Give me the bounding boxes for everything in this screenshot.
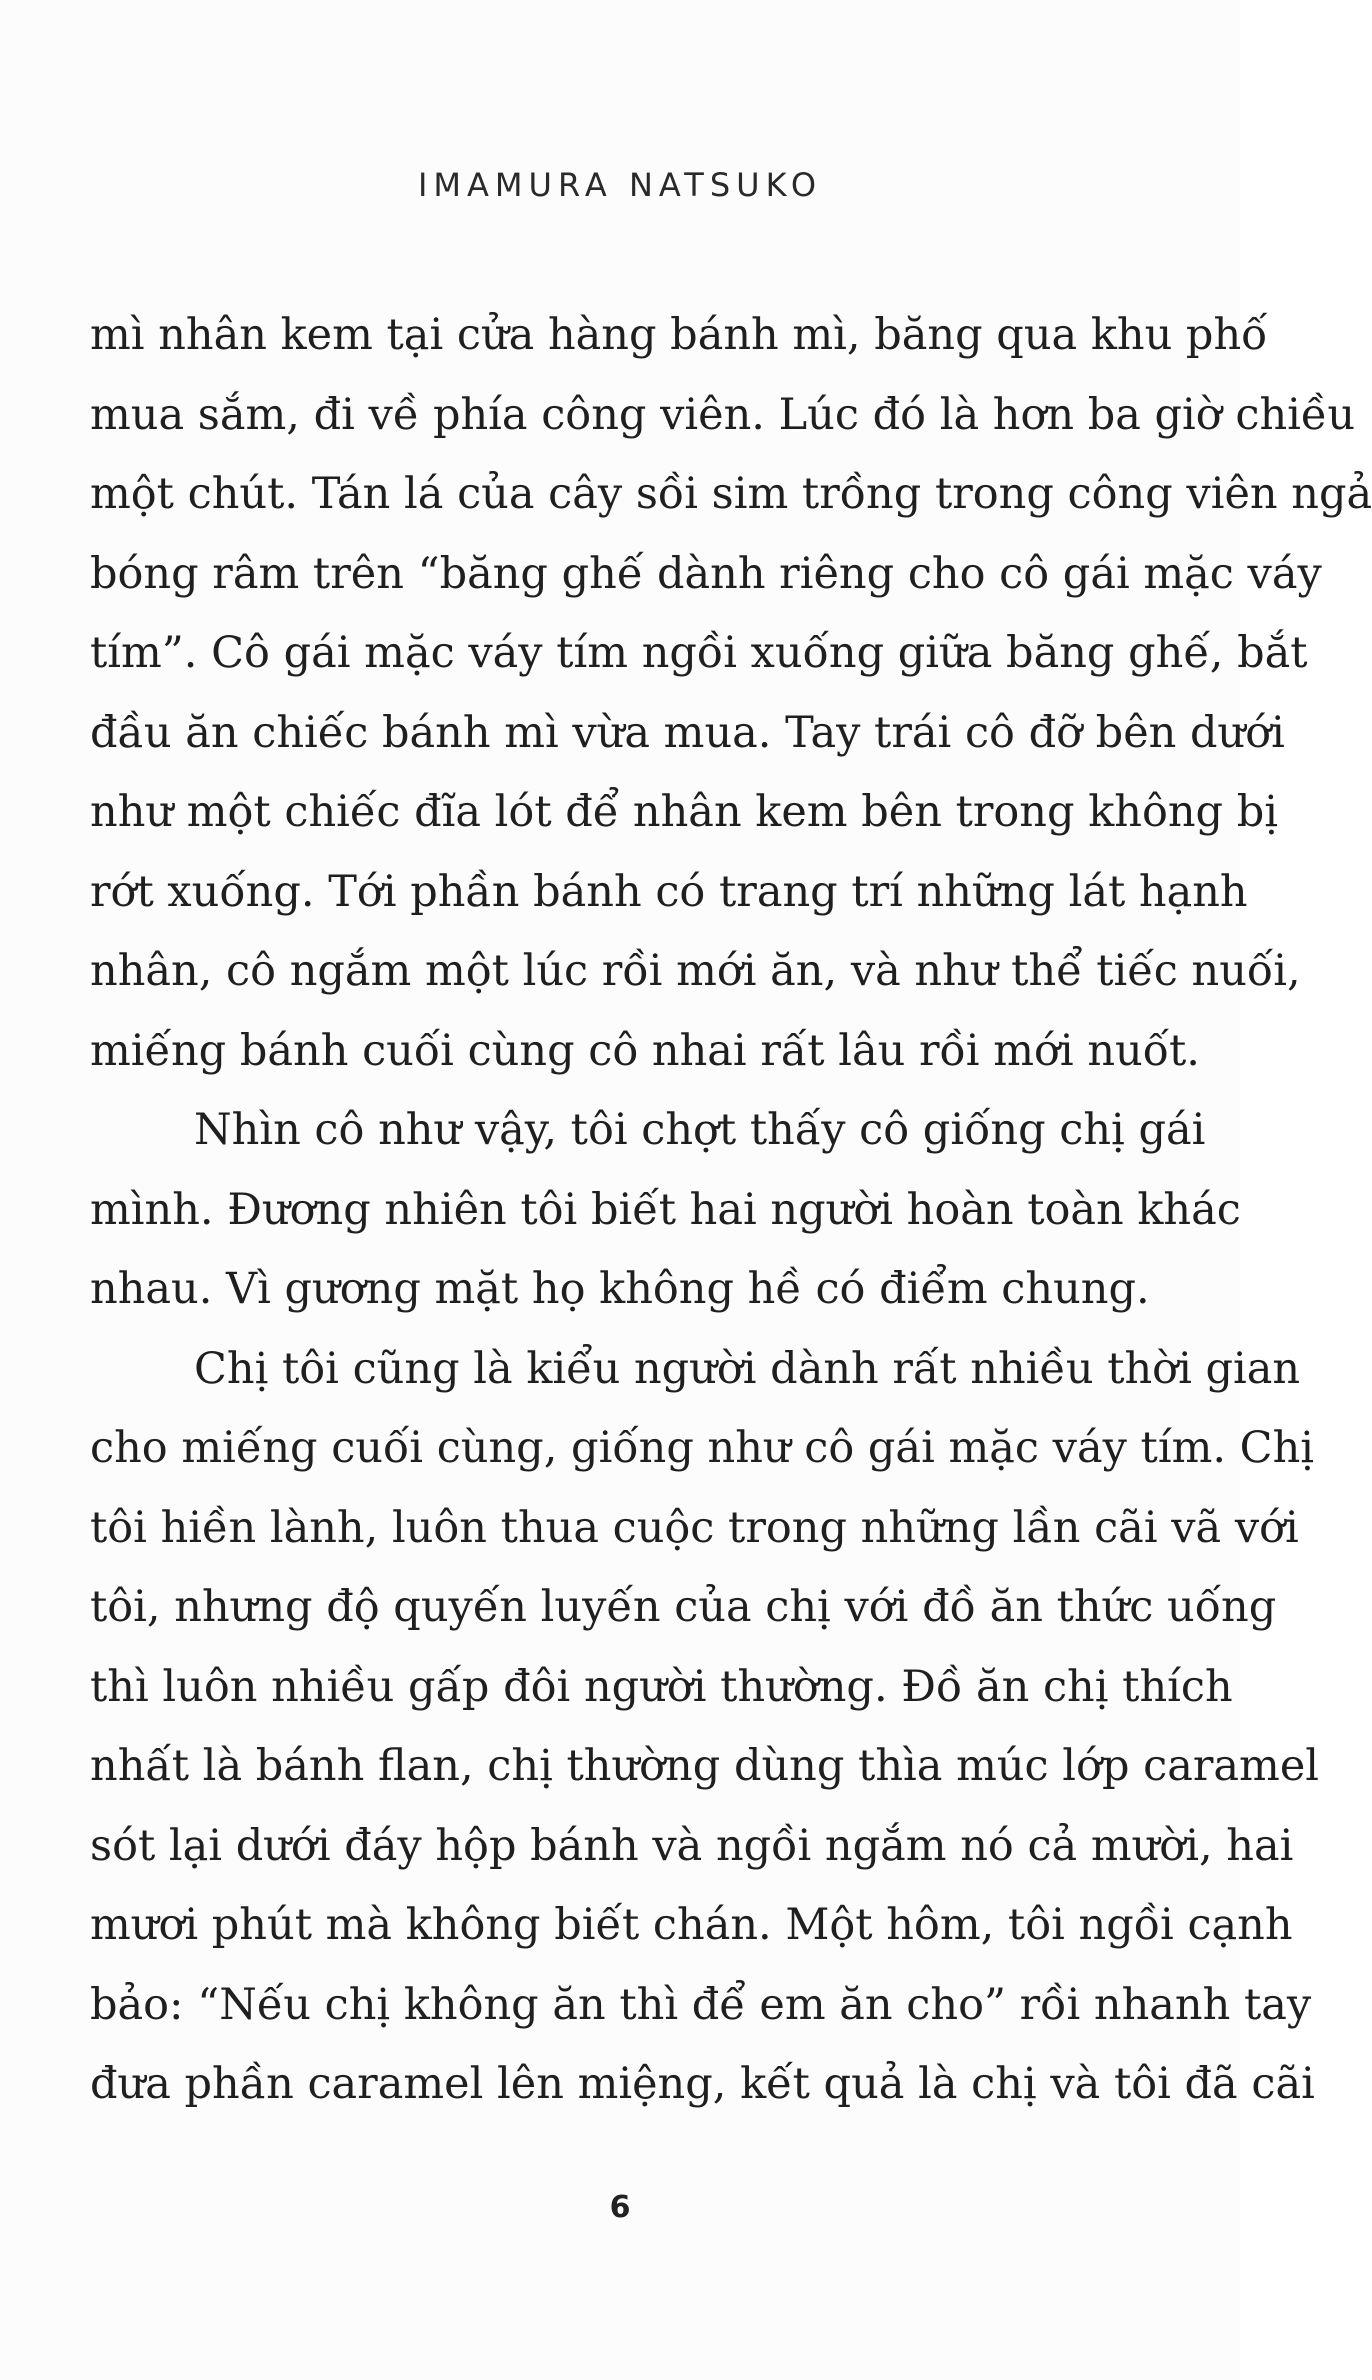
text-line: Nhìn cô như vậy, tôi chợt thấy cô giống chị gái: [194, 1105, 1206, 1155]
text-line: tím”. Cô gái mặc váy tím ngồi xuống giữa băng ghế, bắt: [90, 628, 1308, 678]
text-line: Chị tôi cũng là kiểu người dành rất nhiều thời gian: [194, 1343, 1301, 1394]
text-line: một chút. Tán lá của cây sồi sim trồng trong công viên ngả: [90, 469, 1372, 519]
text-line: mì nhân kem tại cửa hàng bánh mì, băng qua khu phố: [90, 310, 1268, 360]
text-line: rớt xuống. Tới phần bánh có trang trí những lát hạnh: [90, 866, 1248, 917]
text-line: miếng bánh cuối cùng cô nhai rất lâu rồi mới nuốt.: [90, 1025, 1200, 1076]
text-line: nhân, cô ngắm một lúc rồi mới ăn, và như thể tiếc nuối,: [90, 946, 1301, 996]
text-line: nhất là bánh flan, chị thường dùng thìa múc lớp caramel: [90, 1741, 1320, 1791]
text-line: sót lại dưới đáy hộp bánh và ngồi ngắm nó cả mười, hai: [90, 1820, 1294, 1871]
running-head: IMAMURA NATSUKO: [417, 166, 822, 204]
text-line: đầu ăn chiếc bánh mì vừa mua. Tay trái cô đỡ bên dưới: [90, 707, 1285, 758]
text-line: bảo: “Nếu chị không ăn thì để em ăn cho” rồi nhanh tay: [90, 1979, 1312, 2030]
text-line: mua sắm, đi về phía công viên. Lúc đó là hơn ba giờ chiều: [90, 389, 1356, 440]
text-line: như một chiếc đĩa lót để nhân kem bên trong không bị: [90, 787, 1279, 837]
text-line: tôi, nhưng độ quyến luyến của chị với đồ ăn thức uống: [90, 1582, 1277, 1632]
text-line: cho miếng cuối cùng, giống như cô gái mặc váy tím. Chị: [90, 1423, 1315, 1473]
page-number: 6: [609, 2190, 631, 2225]
text-line: nhau. Vì gương mặt họ không hề có điểm chung.: [90, 1264, 1150, 1314]
text-line: mình. Đương nhiên tôi biết hai người hoàn toàn khác: [90, 1184, 1241, 1235]
text-line: tôi hiền lành, luôn thua cuộc trong những lần cãi vã với: [90, 1502, 1299, 1553]
text-line: đưa phần caramel lên miệng, kết quả là chị và tôi đã cãi: [90, 2059, 1315, 2109]
text-line: bóng râm trên “băng ghế dành riêng cho cô gái mặc váy: [90, 548, 1322, 599]
text-line: mươi phút mà không biết chán. Một hôm, tôi ngồi cạnh: [90, 1900, 1293, 1950]
text-line: thì luôn nhiều gấp đôi người thường. Đồ ăn chị thích: [90, 1661, 1233, 1712]
body-text: [90, 296, 1372, 2125]
